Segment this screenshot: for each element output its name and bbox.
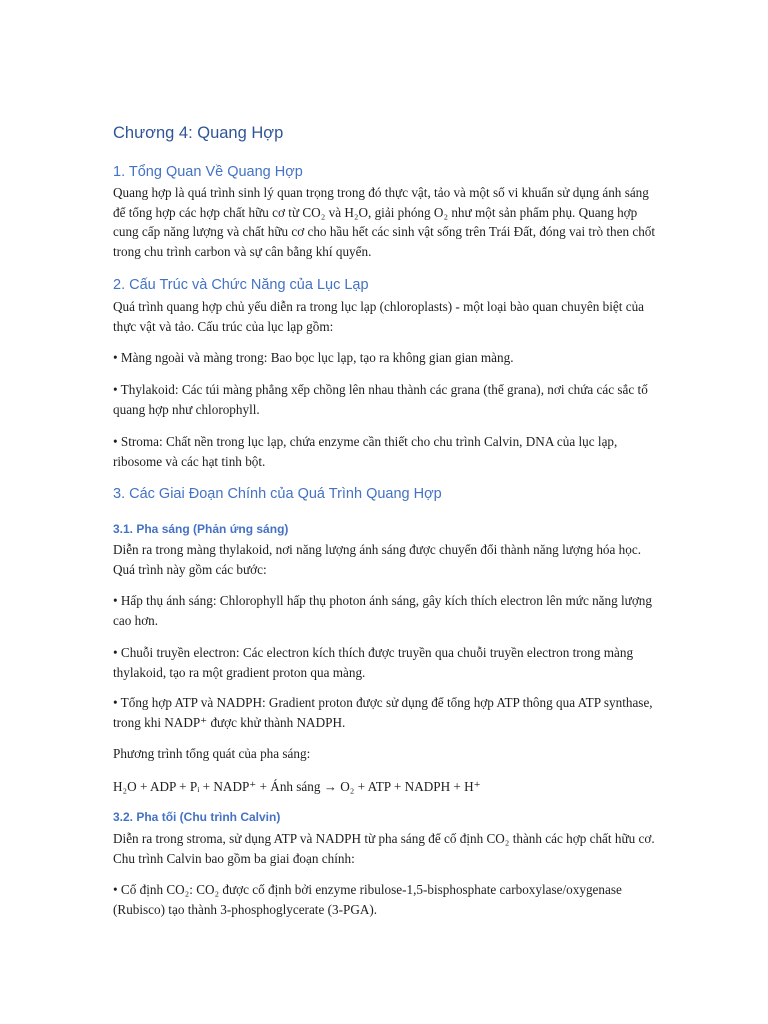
subsection-3-1-bullet: • Tổng hợp ATP và NADPH: Gradient proton được sử dụng để tổng hợp ATP thông qua ATP synthase, trong khi NADP⁺ được khử thành NADPH. [113,695,653,730]
section-2-bullet: • Màng ngoài và màng trong: Bao bọc lục lạp, tạo ra không gian gian màng. [113,350,514,365]
subsection-3-2-intro: Diễn ra trong stroma, sử dụng ATP và NADPH từ pha sáng để cố định CO₂ thành các hợp chất hữu cơ. Chu trình Calvin bao gồm ba giai đoạn chính: [113,831,655,866]
chapter-title: Chương 4: Quang Hợp [113,124,284,142]
subsection-3-1-heading: 3.1. Pha sáng (Phản ứng sáng) [113,522,289,536]
light-reaction-equation: H₂O + ADP + Pᵢ + NADP⁺ + Ánh sáng → O₂ + ATP + NADPH + H⁺ [113,779,481,794]
subsection-3-1-bullet: • Hấp thụ ánh sáng: Chlorophyll hấp thụ photon ánh sáng, gây kích thích electron lên mức năng lượng cao hơn. [113,593,652,628]
subsection-3-2-heading: 3.2. Pha tối (Chu trình Calvin) [113,810,281,824]
subsection-3-1-intro: Diễn ra trong màng thylakoid, nơi năng lượng ánh sáng được chuyển đổi thành năng lượng hóa học. Quá trình này gồm các bước: [113,542,642,577]
section-2-heading: 2. Cấu Trúc và Chức Năng của Lục Lạp [113,277,369,293]
section-1-paragraph: Quang hợp là quá trình sinh lý quan trọng trong đó thực vật, tảo và một số vi khuẩn sử dụng ánh sáng để tổng hợp các hợp chất hữu cơ từ CO₂ và H₂O, giải phóng O₂ như một sản phẩm phụ. Quang hợp cung cấp năng lượng và chất hữu cơ cho hầu hết các sinh vật sống trên Trái Đất, đóng vai trò then chốt trong chu trình carbon và sự cân bằng khí quyển. [113,185,656,259]
section-2-bullet: • Stroma: Chất nền trong lục lạp, chứa enzyme cần thiết cho chu trình Calvin, DNA của lục lạp, ribosome và các hạt tinh bột. [113,434,618,469]
subsection-3-1-bullet: • Chuỗi truyền electron: Các electron kích thích được truyền qua chuỗi truyền electron trong màng thylakoid, tạo ra một gradient proton qua màng. [113,645,634,680]
subsection-3-2-bullet: • Cố định CO₂: CO₂ được cố định bởi enzyme ribulose-1,5-bisphosphate carboxylase/oxygenase (Rubisco) tạo thành 3-phosphoglycerate (3-PGA). [113,882,622,917]
section-2-intro: Quá trình quang hợp chủ yếu diễn ra trong lục lạp (chloroplasts) - một loại bào quan chuyên biệt của thực vật và tảo. Cấu trúc của lục lạp gồm: [113,299,645,334]
section-1-heading: 1. Tổng Quan Về Quang Hợp [113,164,303,180]
section-3-heading: 3. Các Giai Đoạn Chính của Quá Trình Quang Hợp [113,486,442,502]
equation-label: Phương trình tổng quát của pha sáng: [113,746,311,761]
section-2-bullet: • Thylakoid: Các túi màng phẳng xếp chồng lên nhau thành các grana (thể grana), nơi chứa các sắc tố quang hợp như chlorophyll. [113,382,648,417]
